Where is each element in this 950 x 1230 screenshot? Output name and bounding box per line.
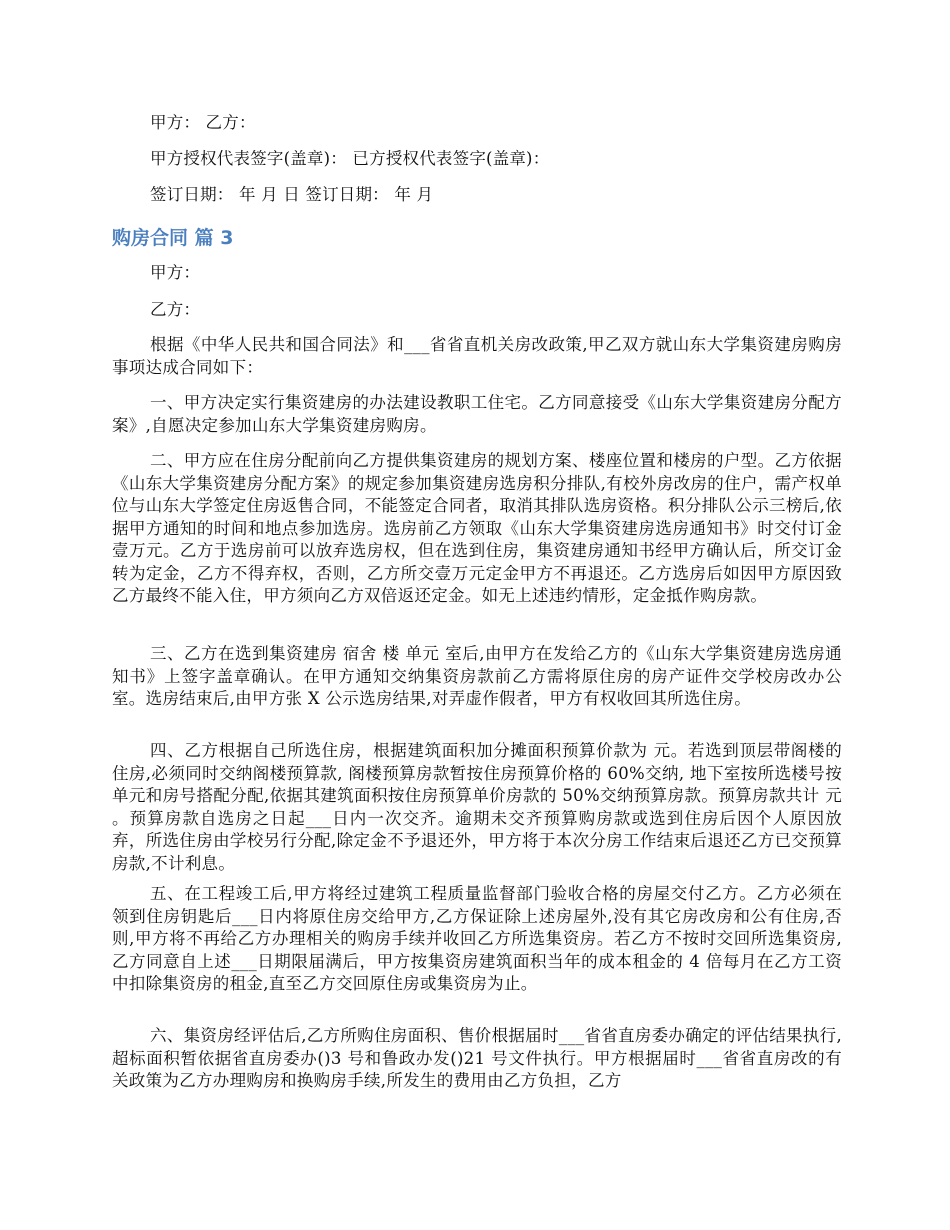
clause-4: 四、乙方根据自己所选住房，根据建筑面积加分摊面积预算价款为 元。若选到顶层带阁楼的住房,必须同时交纳阁楼预算款, 阁楼预算房款暂按住房预算价格的 60%交纳, 地下室按所选楼号按单元和房号搭配分配,依据其建筑面积按住房预算单价房款的 50%交纳预算房款。预算房款共计 元 。预算房款自选房之日起___日内一次交齐。逾期未交齐预算购房款或选到住房后因个人原因放弃，所选住房由学校另行分配,除定金不予退还外，甲方将于本次分房工作结束后退还乙方已交预算房款,不计利息。 <box>112 741 842 873</box>
clause-1: 一、甲方决定实行集资建房的办法建设教职工住宅。乙方同意接受《山东大学集资建房分配方案》,自愿决定参加山东大学集资建房购房。 <box>112 393 842 435</box>
clause-2: 二、甲方应在住房分配前向乙方提供集资建房的规划方案、楼座位置和楼房的户型。乙方依据《山东大学集资建房分配方案》的规定参加集资建房选房积分排队,有校外房改房的住户，需产权单位与山东大学签定住房返售合同，不能签定合同者，取消其排队选房资格。积分排队公示三榜后,依据甲方通知的时间和地点参加选房。选房前乙方领取《山东大学集资建房选房通知书》时交付订金壹万元。乙方于选房前可以放弃选房权，但在选到住房，集资建房通知书经甲方确认后，所交订金转为定金，乙方不得弃权，否则，乙方所交壹万元定金甲方不再退还。乙方选房后如因甲方原因致乙方最终不能入住，甲方须向乙方双倍返还定金。如无上述违约情形，定金抵作购房款。 <box>112 451 842 605</box>
clause-6: 六、集资房经评估后,乙方所购住房面积、售价根据届时___省省直房委办确定的评估结果执行,超标面积暂依据省直房委办()3 号和鲁政办发()21 号文件执行。甲方根据届时___省省直房改的有关政策为乙方办理购房和换购房手续,所发生的费用由乙方负担，乙方 <box>112 1026 842 1090</box>
signature-reps-line: 甲方授权代表签字(盖章)： 已方授权代表签字(盖章)： <box>150 149 550 168</box>
signature-date-line: 签订日期： 年 月 日 签订日期： 年 月 <box>150 185 434 204</box>
clause-3: 三、乙方在选到集资建房 宿舍 楼 单元 室后,由甲方在发给乙方的《山东大学集资建房选房通知书》上签字盖章确认。在甲方通知交纳集资房款前乙方需将原住房的房产证件交学校房改办公室。选房结束后,由甲方张 X 公示选房结果,对弄虚作假者，甲方有权收回其所选住房。 <box>112 644 842 708</box>
signature-parties-line: 甲方： 乙方： <box>150 113 256 132</box>
party-b-label: 乙方： <box>150 300 201 319</box>
clause-5: 五、在工程竣工后,甲方将经过建筑工程质量监督部门验收合格的房屋交付乙方。乙方必须在领到住房钥匙后___日内将原住房交给甲方,乙方保证除上述房屋外,没有其它房改房和公有住房,否则,甲方将不再给乙方办理相关的购房手续并收回乙方所选集资房。若乙方不按时交回所选集资房,乙方同意自上述___日期限届满后，甲方按集资房建筑面积当年的成本租金的 4 倍每月在乙方工资中扣除集资房的租金,直至乙方交回原住房或集资房为止。 <box>112 884 842 993</box>
party-a-label: 甲方： <box>150 263 201 282</box>
section-heading: 购房合同 篇 3 <box>112 227 234 249</box>
preamble-paragraph: 根据《中华人民共和国合同法》和___省省直机关房改政策,甲乙双方就山东大学集资建房购房事项达成合同如下： <box>112 335 842 377</box>
